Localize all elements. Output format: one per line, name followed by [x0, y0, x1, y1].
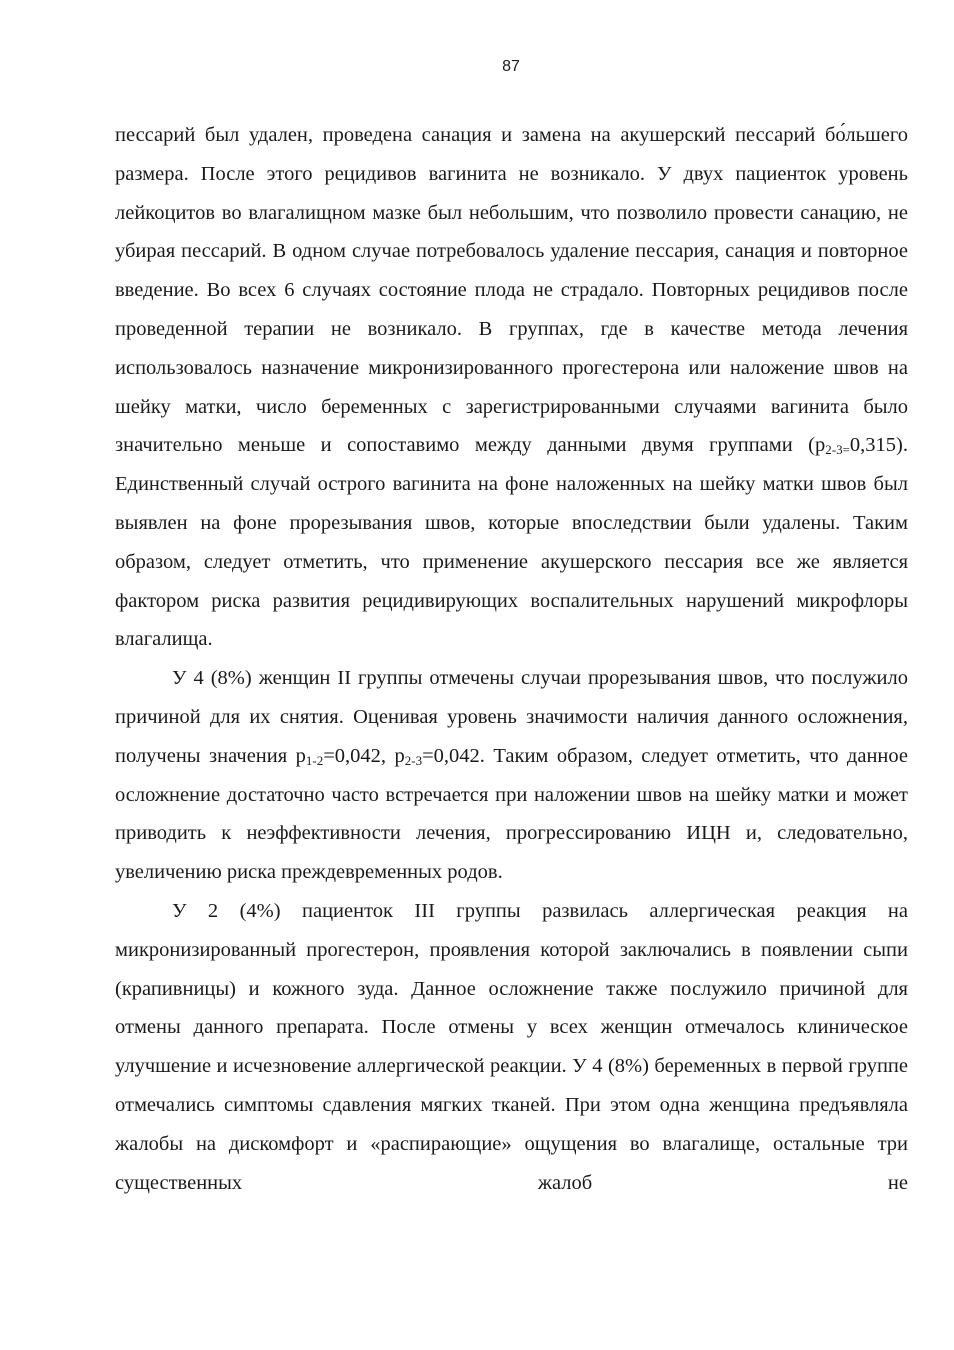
paragraph-text: У 2 (4%) пациенток III группы развилась аллергическая реакция на микронизированный прогестерон, проявления которой заключались в появлении сыпи (крапивницы) и кожного зуда. Данное осложнение также послужило причиной для отмены данного препарата. После отмены у всех женщин отмечалось клиническое улучшение и исчезновение аллергической реакции. У 4 (8%) беременных в первой группе отмечались симптомы сдавления мягких тканей. При этом одна женщина предъявляла жалобы на дискомфорт и «распирающие» ощущения во влагалище, остальные три существенных жалоб не — [115, 899, 908, 1194]
subscript-p-2-3: 2-3= — [825, 442, 850, 458]
paragraph-text: =0,042. Таким образом, следует отметить, что данное осложнение достаточно часто встречается при наложении швов на шейку матки и может приводить к неэффективности лечения, прогрессированию ИЦН и, следовательно, увеличению риска преждевременных родов. — [115, 744, 908, 884]
subscript-p-1-2: 1-2 — [305, 752, 324, 768]
subscript-p-2-3: 2-3 — [404, 752, 423, 768]
document-body — [115, 116, 908, 1202]
paragraph-text: =0,042, p — [323, 744, 405, 767]
paragraph-text: 0,315). Единственный случай острого вагинита на фоне наложенных на шейку матки швов был выявлен на фоне прорезывания швов, которые впоследствии были удалены. Таким образом, следует отметить, что применение акушерского пессария все же является фактором риска развития рецидивирующих воспалительных нарушений микрофлоры влагалища. — [115, 434, 908, 651]
paragraph-text: У 4 (8%) женщин II группы отмечены случаи прорезывания швов, что послужило причиной для их снятия. Оценивая уровень значимости наличия данного осложнения, получены значения p — [115, 667, 908, 767]
page-number: 87 — [502, 58, 520, 75]
paragraph-allergic-reaction — [115, 892, 908, 1202]
paragraph-pessary-vaginitis — [115, 116, 908, 659]
paragraph-text: пессарий был удален, проведена санация и замена на акушерский пессарий бо́льшего размера. После этого рецидивов вагинита не возникало. У двух пациенток уровень лейкоцитов во влагалищном мазке был небольшим, что позволило провести санацию, не убирая пессарий. В одном случае потребовалось удаление пессария, санация и повторное введение. Во всех 6 случаях состояние плода не страдало. Повторных рецидивов после проведенной терапии не возникало. В группах, где в качестве метода лечения использовалось назначение микронизированного прогестерона или наложение швов на шейку матки, число беременных с зарегистрированными случаями вагинита было значительно меньше и сопоставимо между данными двумя группами (p — [115, 124, 908, 457]
paragraph-suture-eruption — [115, 659, 908, 892]
